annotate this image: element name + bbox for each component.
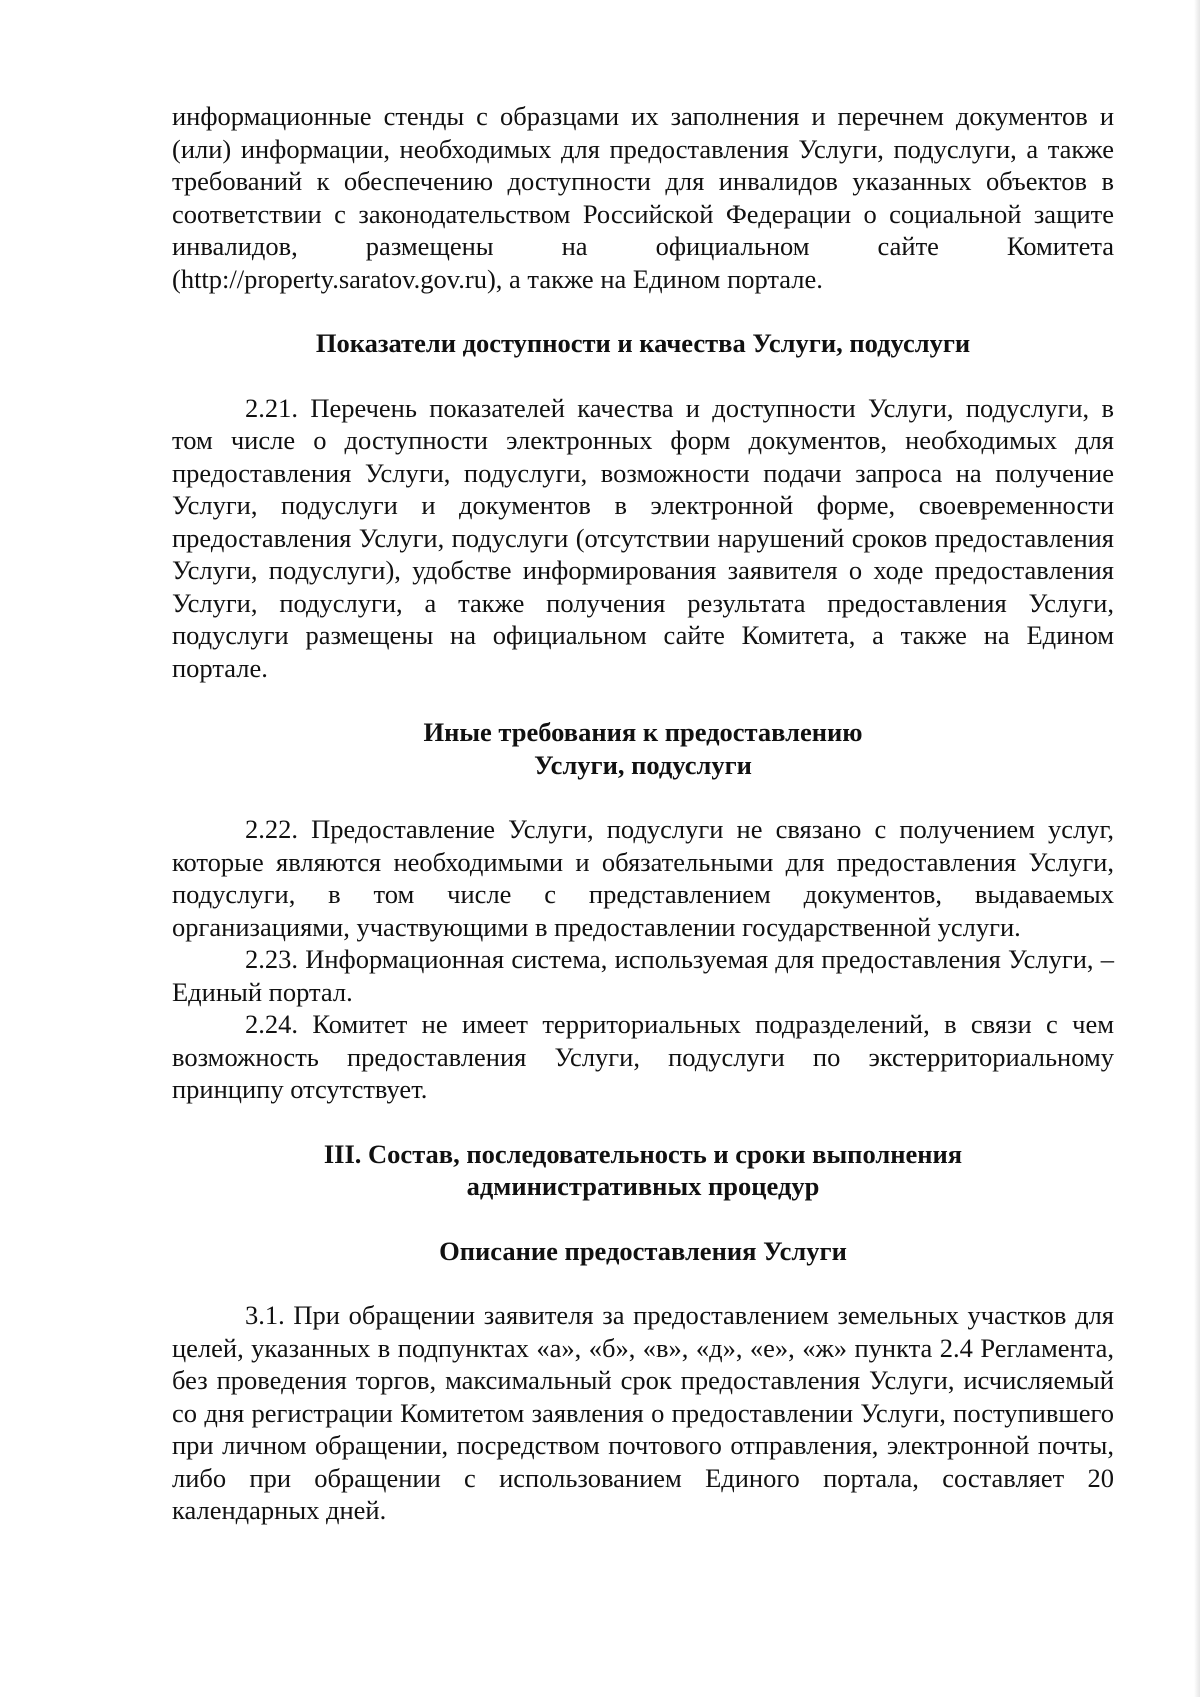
paragraph-2-23: 2.23. Информационная система, используемая для предоставления Услуги, – Единый портал. [172, 944, 1114, 1007]
paragraph-2-24: 2.24. Комитет не имеет территориальных подразделений, в связи с чем возможность предоставления Услуги, подуслуги по экстерриториальному принципу отсутствует. [172, 1009, 1114, 1104]
heading-service-description: Описание предоставления Услуги [439, 1235, 847, 1266]
heading-other-requirements-line2: Услуги, подуслуги [534, 749, 752, 780]
document-body [172, 100, 1114, 1527]
paragraph-3-1: 3.1. При обращении заявителя за предоставлением земельных участков для целей, указанных в подпунктах «а», «б», «в», «д», «е», «ж» пункта 2.4 Регламента, без проведения торгов, максимальный срок предоставления Услуги, исчисляемый со дня регистрации Комитетом заявления о предоставлении Услуги, поступившего при личном обращении, посредством почтового отправления, электронной почты, либо при обращении с использованием Единого портала, составляет 20 календарных дней. [172, 1300, 1114, 1525]
heading-accessibility-quality: Показатели доступности и качества Услуги, подуслуги [315, 328, 971, 358]
heading-other-requirements [172, 716, 1114, 781]
paragraph-2-22: 2.22. Предоставление Услуги, подуслуги не связано с получением услуг, которые являются необходимыми и обязательными для предоставления Услуги, подуслуги, в том числе с представлением документов, выдаваемых организациями, участвующими в предоставлении государственной услуги. [172, 814, 1114, 942]
heading-section-iii-line2: административных процедур [466, 1171, 820, 1201]
heading-other-requirements-line1: Иные требования к предоставлению [423, 717, 863, 747]
paragraph-2-21: 2.21. Перечень показателей качества и доступности Услуги, подуслуги, в том числе о доступности электронных форм документов, необходимых для предоставления Услуги, подуслуги, возможности подачи запроса на получение Услуги, подуслуги и документов в электронной форме, своевременности предоставления Услуги, подуслуги (отсутствии нарушений сроков предоставления Услуги, подуслуги), удобстве информирования заявителя о ходе предоставления Услуги, подуслуги, а также получения результата предоставления Услуги, подуслуги размещены на официальном сайте Комитета, а также на Едином портале. [172, 392, 1114, 683]
heading-section-iii-line1: III. Состав, последовательность и сроки выполнения [323, 1138, 963, 1169]
page-edge-shadow [1194, 0, 1200, 1697]
paragraph-intro: информационные стенды с образцами их заполнения и перечнем документов и (или) информации, необходимых для предоставления Услуги, подуслуги, а также требований к обеспечению доступности для инвалидов указанных объектов в соответствии с законодательством Российской Федерации о социальной защите инвалидов, размещены на официальном сайте Комитета (http://property.saratov.gov.ru), а также на Едином портале. [172, 101, 1114, 294]
heading-section-iii [172, 1138, 1114, 1203]
